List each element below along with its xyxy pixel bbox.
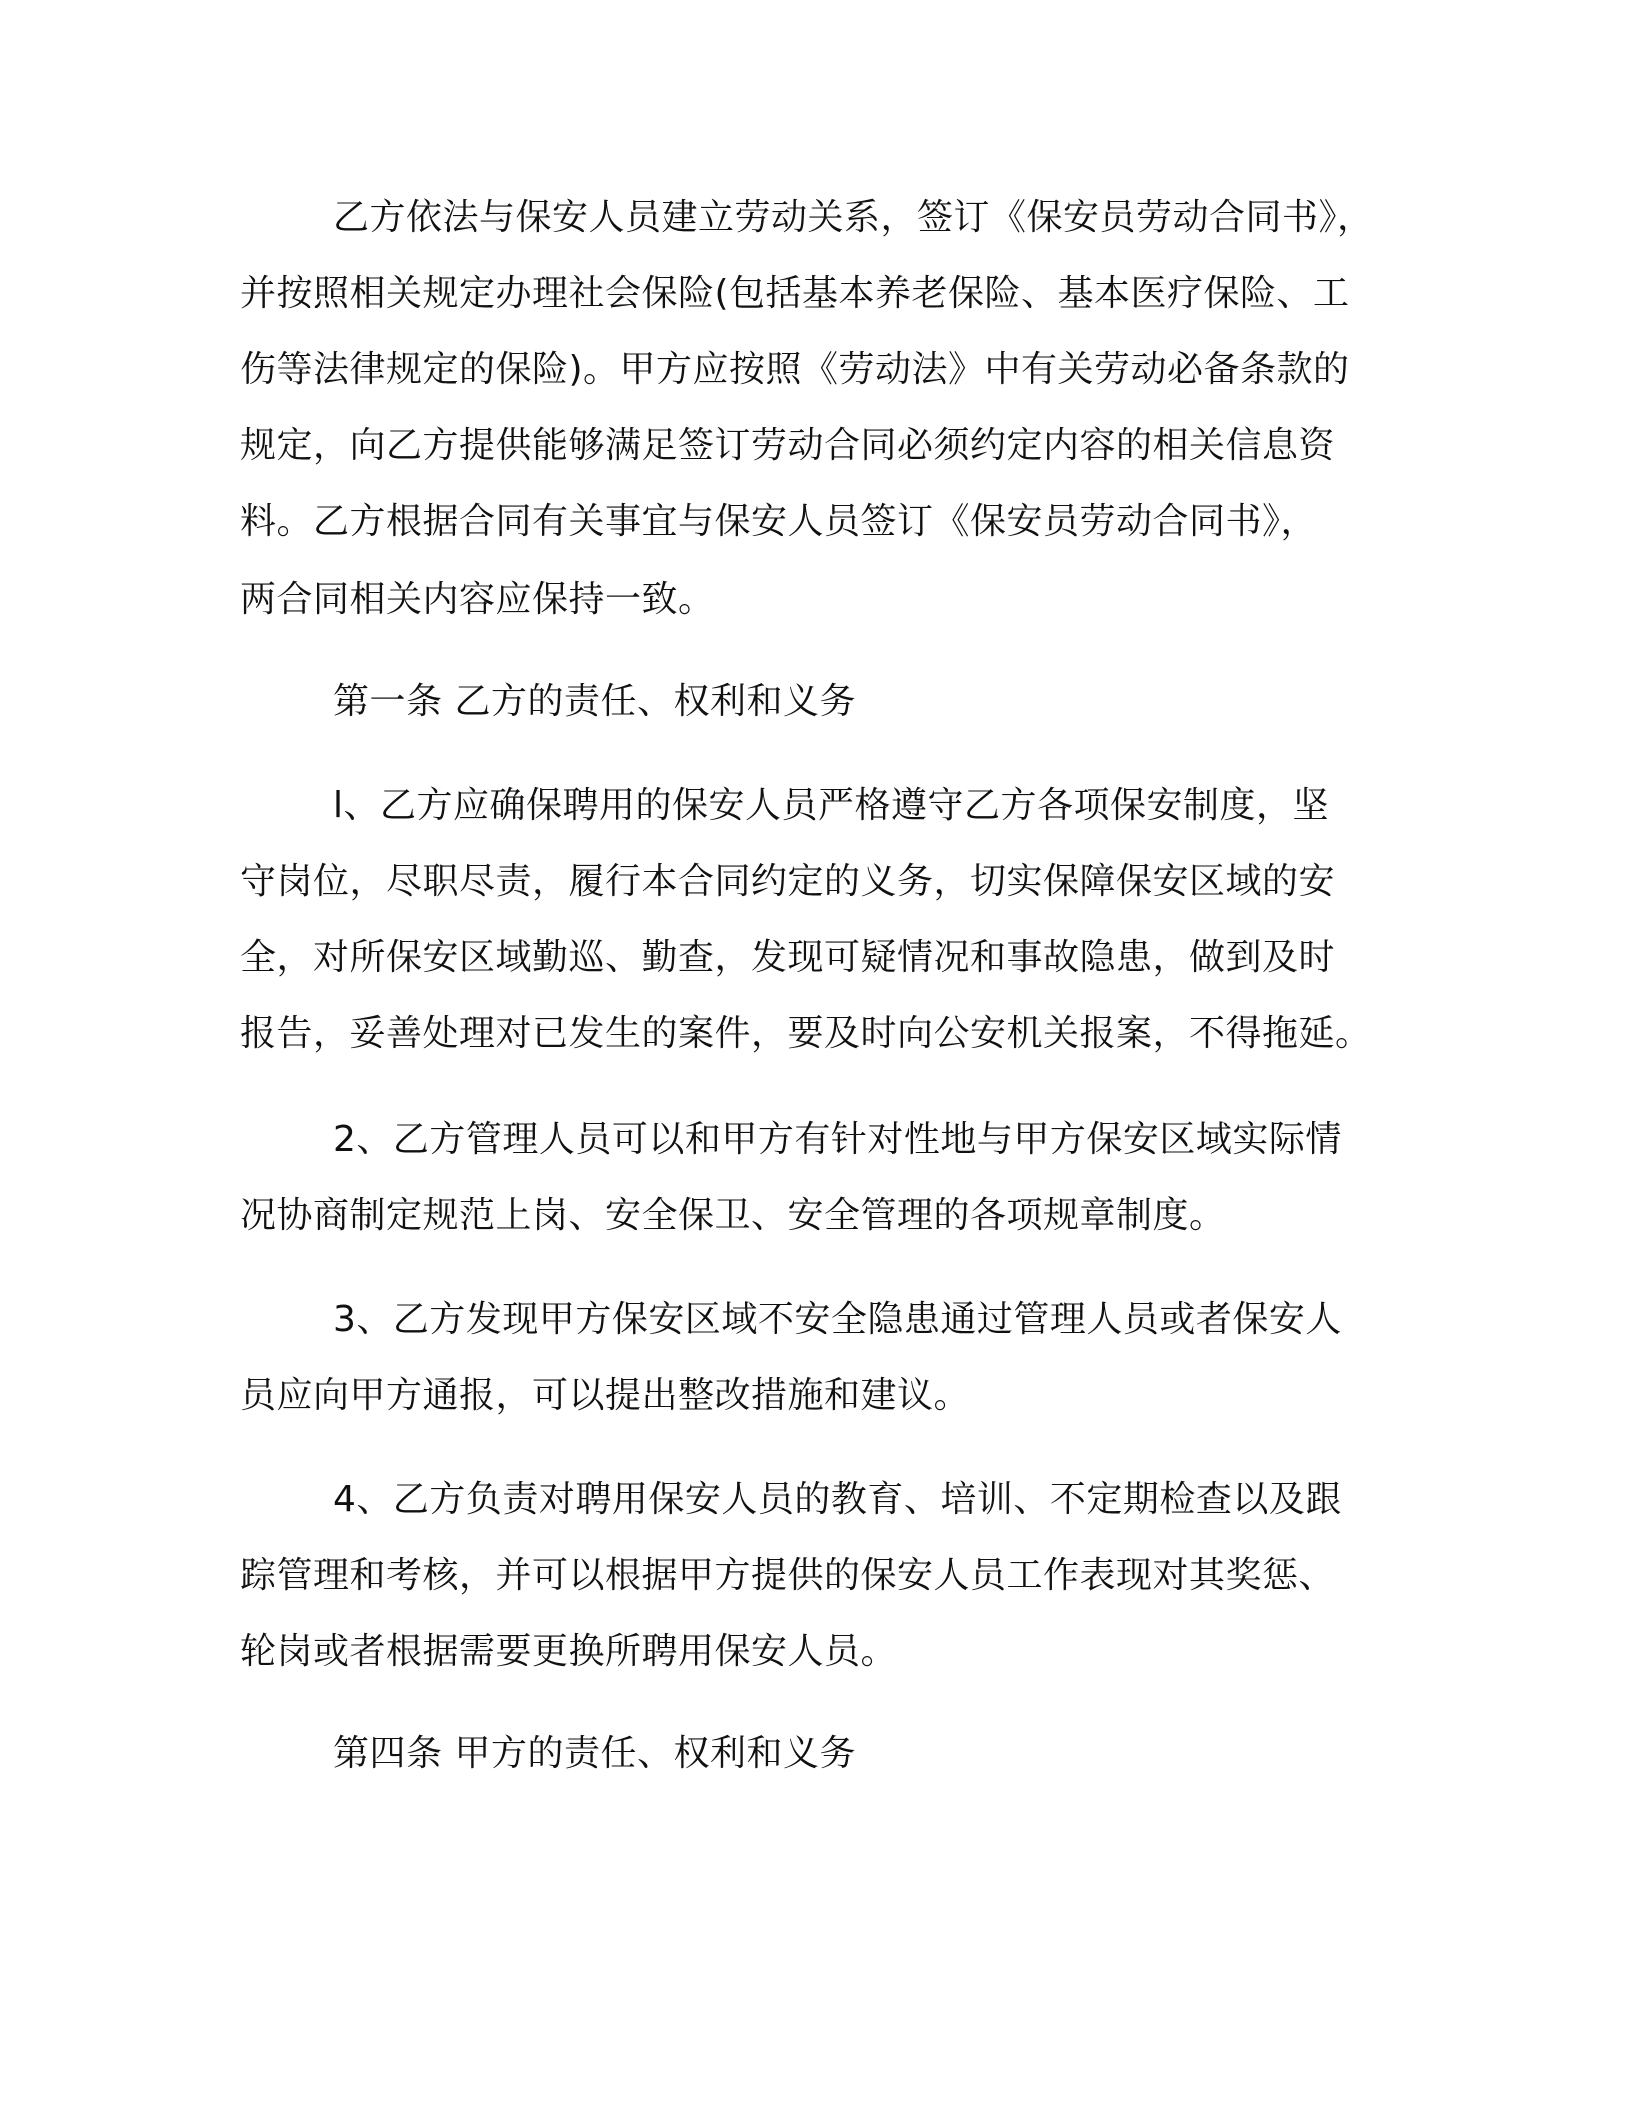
- paragraph-line: 两合同相关内容应保持一致。: [240, 579, 715, 620]
- paragraph-line: 守岗位，尽职尽责，履行本合同约定的义务，切实保障保安区域的安: [240, 861, 1336, 902]
- paragraph-line: 3、乙方发现甲方保安区域不安全隐患通过管理人员或者保安人: [333, 1299, 1342, 1340]
- article-heading: 第四条 甲方的责任、权利和义务: [333, 1733, 856, 1774]
- paragraph-line: l、乙方应确保聘用的保安人员严格遵守乙方各项保安制度，坚: [333, 785, 1330, 826]
- paragraph-line: 况协商制定规范上岗、安全保卫、安全管理的各项规章制度。: [240, 1195, 1226, 1236]
- paragraph-line: 轮岗或者根据需要更换所聘用保安人员。: [240, 1631, 898, 1672]
- paragraph-line: 2、乙方管理人员可以和甲方有针对性地与甲方保安区域实际情: [333, 1119, 1342, 1160]
- paragraph-line: 踪管理和考核，并可以根据甲方提供的保安人员工作表现对其奖惩、: [240, 1555, 1336, 1596]
- paragraph-line: 4、乙方负责对聘用保安人员的教育、培训、不定期检查以及跟: [333, 1479, 1342, 1520]
- article-heading: 第一条 乙方的责任、权利和义务: [333, 681, 856, 722]
- paragraph-line: 并按照相关规定办理社会保险(包括基本养老保险、基本医疗保险、工: [240, 273, 1350, 314]
- paragraph-line: 乙方依法与保安人员建立劳动关系，签订《保安员劳动合同书》，: [333, 197, 1374, 238]
- paragraph-line: 料。乙方根据合同有关事宜与保安人员签订《保安员劳动合同书》，: [240, 501, 1318, 542]
- paragraph-line: 规定，向乙方提供能够满足签订劳动合同必须约定内容的相关信息资: [240, 425, 1336, 466]
- paragraph-line: 报告，妥善处理对已发生的案件，要及时向公安机关报案，不得拖延。: [240, 1013, 1372, 1054]
- paragraph-line: 伤等法律规定的保险)。甲方应按照《劳动法》中有关劳动必备条款的: [240, 349, 1350, 390]
- paragraph-line: 全，对所保安区域勤巡、勤查，发现可疑情况和事故隐患，做到及时: [240, 937, 1336, 978]
- paragraph-line: 员应向甲方通报，可以提出整改措施和建议。: [240, 1375, 971, 1416]
